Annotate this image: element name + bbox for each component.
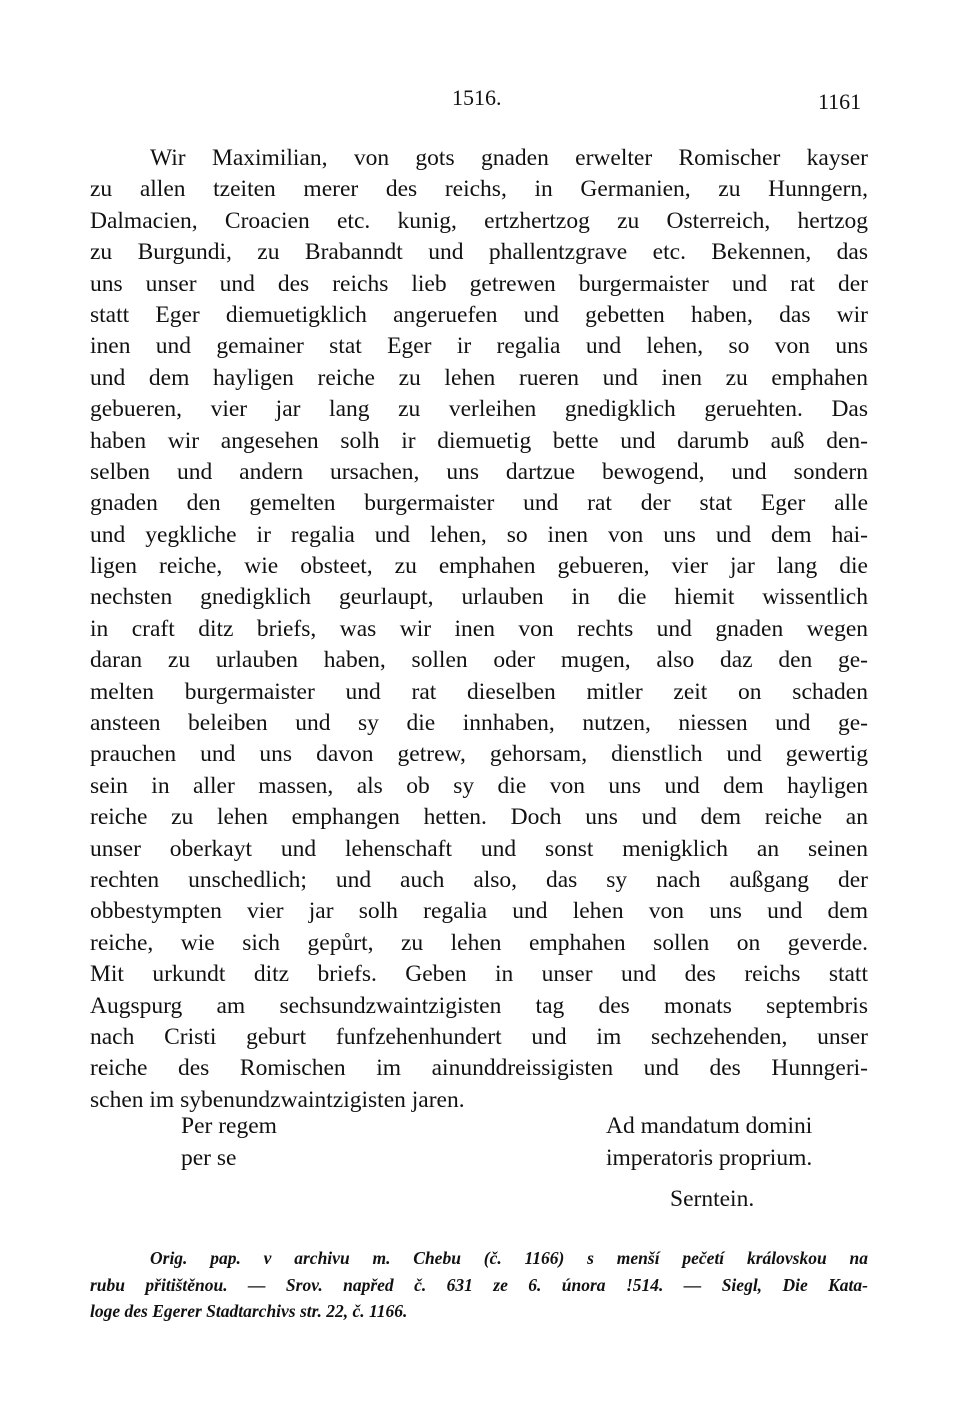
note-line: Orig. pap. v archivu m. Chebu (č. 1166) s menší pečetí královskou na <box>150 1248 868 1268</box>
body-line: ligen reiche, wie obsteet, zu emphahen gebueren, vier jar lang die <box>90 553 868 580</box>
body-line: Dalmacien, Croacien etc. kunig, ertzhertzog zu Osterreich, hertzog <box>90 207 868 234</box>
page-number: 1161 <box>818 89 862 114</box>
body-line: unser oberkayt und lehenschaft und sonst menigklich an seinen <box>90 835 868 862</box>
body-line: uns unser und des reichs lieb getrewen burgermaister und rat der <box>90 270 868 297</box>
body-line: reiche, wie sich gepůrt, zu lehen emphahen sollen on geverde. <box>90 929 868 956</box>
body-line: zu Burgundi, zu Brabanndt und phallentzgrave etc. Bekennen, das <box>90 239 868 266</box>
body-line: gnaden den gemelten burgermaister und rat der stat Eger alle <box>90 490 868 517</box>
note-line: loge des Egerer Stadtarchivs str. 22, č. 1166. <box>90 1301 408 1321</box>
body-line: ansteen beleiben und sy die innhaben, nutzen, niessen und ge- <box>90 710 868 737</box>
body-line: melten burgermaister und rat dieselben mitler zeit on schaden <box>90 678 868 705</box>
body-line: gebueren, vier jar lang zu verleihen gnedigklich geruehten. Das <box>90 396 868 423</box>
body-line: und yegkliche ir regalia und lehen, so inen von uns und dem hai- <box>90 521 868 548</box>
body-line: reiche zu lehen emphangen hetten. Doch uns und dem reiche an <box>90 804 868 831</box>
body-line: nach Cristi geburt funfzehenhundert und im sechzehenden, unser <box>90 1023 868 1050</box>
note-line: rubu přitištěnou. — Srov. napřed č. 631 ze 6. února !514. — Siegl, Die Kata- <box>90 1274 868 1295</box>
body-line: selben und andern ursachen, uns dartzue bewogend, und sondern <box>90 458 868 485</box>
body-line: statt Eger diemuetigklich angeruefen und gebetten haben, das wir <box>90 301 868 328</box>
body-line: inen und gemainer stat Eger ir regalia und lehen, so von uns <box>90 333 868 360</box>
subscription-right <box>606 1110 812 1174</box>
body-line: Augspurg am sechsundzwaintzigisten tag des monats septembris <box>90 992 868 1019</box>
body-line: nechsten gnedigklich geurlaupt, urlauben in die hiemit wissentlich <box>90 584 868 611</box>
document-body <box>90 143 868 1116</box>
body-line: haben wir angesehen solh ir diemuetig bette und darumb auß den- <box>90 427 868 454</box>
subscription-left <box>181 1110 277 1174</box>
signer-name: Serntein. <box>670 1186 755 1212</box>
body-line: und dem hayligen reiche zu lehen rueren und inen zu emphahen <box>90 364 868 391</box>
subscription-right-line: imperatoris proprium. <box>606 1145 813 1171</box>
subscription-right-line: Ad mandatum domini <box>606 1113 813 1139</box>
body-line: daran zu urlauben haben, sollen oder mugen, also daz den ge- <box>90 647 868 674</box>
body-line: rechten unschedlich; und auch also, das sy nach außgang der <box>90 866 868 893</box>
body-line: schen im sybenundzwaintzigisten jaren. <box>90 1086 465 1113</box>
body-line: obbestympten vier jar solh regalia und lehen von uns und dem <box>90 898 868 925</box>
header-year: 1516. <box>452 85 502 110</box>
archival-note <box>90 1245 868 1325</box>
subscription-left-line: per se <box>181 1145 237 1171</box>
body-line: reiche des Romischen im ainunddreissigisten und des Hunngeri- <box>90 1055 868 1082</box>
body-line: Wir Maximilian, von gots gnaden erwelter Romischer kayser <box>150 145 868 171</box>
subscription-left-line: Per regem <box>181 1113 277 1139</box>
body-line: in craft ditz briefs, was wir inen von rechts und gnaden wegen <box>90 615 868 642</box>
body-line: Mit urkundt ditz briefs. Geben in unser und des reichs statt <box>90 961 868 988</box>
body-line: prauchen und uns davon getrew, gehorsam, dienstlich und gewertig <box>90 741 868 768</box>
body-line: sein in aller massen, als ob sy die von uns und dem hayligen <box>90 772 868 799</box>
body-line: zu allen tzeiten merer des reichs, in Germanien, zu Hunngern, <box>90 176 868 203</box>
